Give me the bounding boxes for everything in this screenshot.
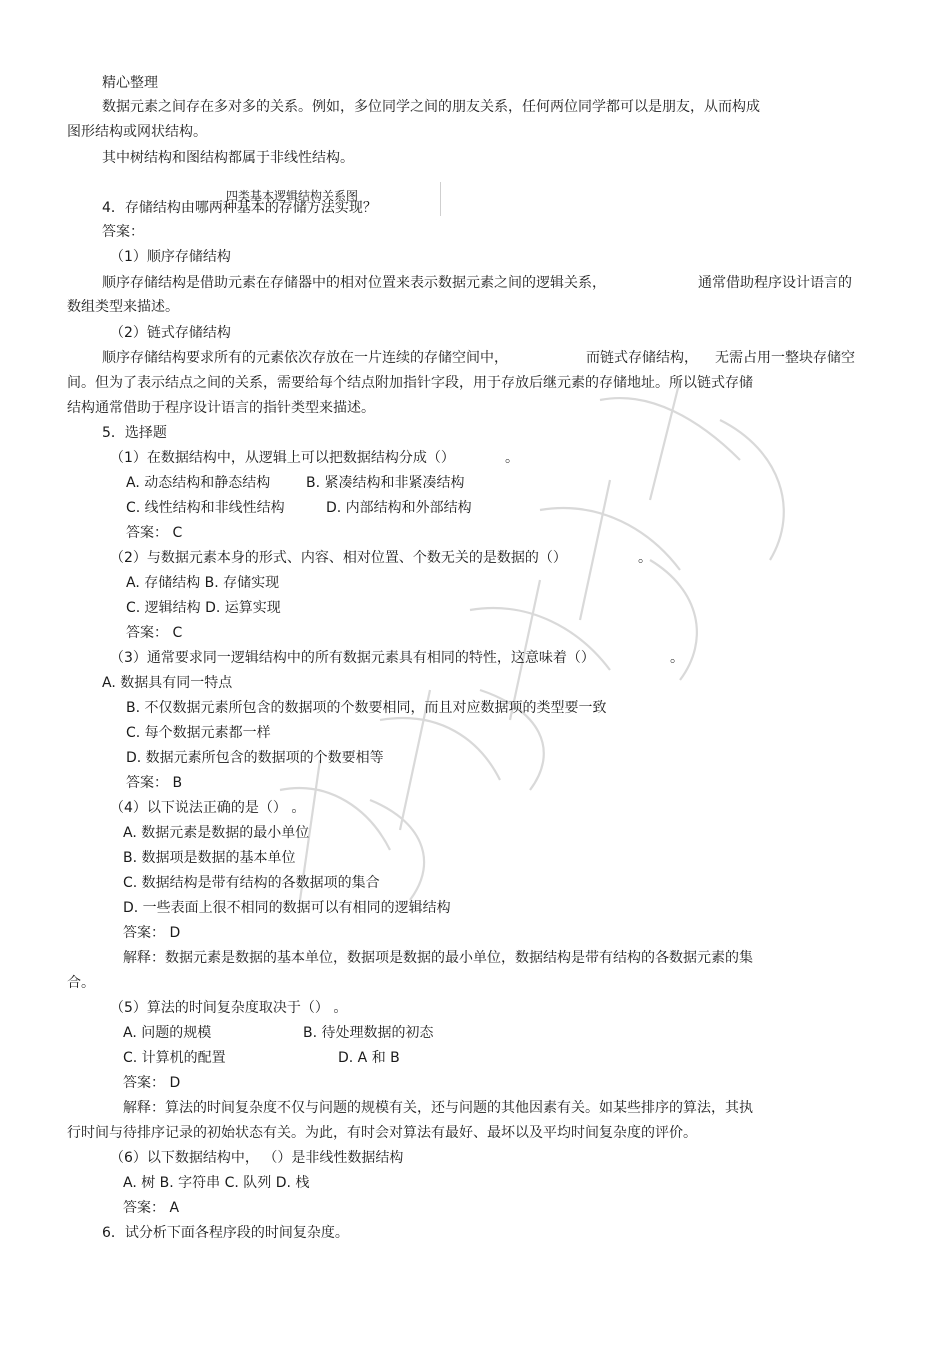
question-text: （5）算法的时间复杂度取决于（） 。 xyxy=(110,1000,348,1016)
explanation-line: 合。 xyxy=(67,975,95,991)
page-header: 精心整理 xyxy=(102,75,158,91)
option-d: D. 数据元素所包含的数据项的个数要相等 xyxy=(126,750,384,766)
explanation-line: 解释：数据元素是数据的基本单位，数据项是数据的最小单位，数据结构是带有结构的各数据元素的集 xyxy=(123,950,753,966)
option-a: A. 问题的规模 xyxy=(123,1025,212,1041)
paragraph-line: 无需占用一整块存储空 xyxy=(715,350,855,366)
paragraph-line: 图形结构或网状结构。 xyxy=(67,124,207,140)
paragraph-line: 而链式存储结构， xyxy=(586,350,698,366)
option-c: C. 计算机的配置 xyxy=(123,1050,226,1066)
answer-line: 答案： A xyxy=(123,1200,180,1216)
answer-label: 答案： xyxy=(102,224,144,240)
question-punct: 。 xyxy=(505,450,519,466)
option-d: D. 内部结构和外部结构 xyxy=(326,500,472,516)
paragraph-line: 数组类型来描述。 xyxy=(67,299,179,315)
question-heading: 5．选择题 xyxy=(102,425,167,441)
paragraph-line: 间。但为了表示结点之间的关系，需要给每个结点附加指针字段，用于存放后继元素的存储地址。所以链式存储 xyxy=(67,375,753,391)
subheading: （2）链式存储结构 xyxy=(110,325,231,341)
answer-line: 答案： C xyxy=(126,525,183,541)
paragraph-line: 结构通常借助于程序设计语言的指针类型来描述。 xyxy=(67,400,375,416)
option-a: A. 数据具有同一特点 xyxy=(102,675,233,691)
paragraph-line: 通常借助程序设计语言的 xyxy=(698,275,852,291)
option-c: C. 数据结构是带有结构的各数据项的集合 xyxy=(123,875,380,891)
question-punct: 。 xyxy=(638,550,652,566)
question-text: （1）在数据结构中，从逻辑上可以把数据结构分成（） xyxy=(110,450,455,466)
answer-line: 答案： D xyxy=(123,925,181,941)
explanation-line: 解释：算法的时间复杂度不仅与问题的规模有关，还与问题的其他因素有关。如某些排序的算法，其执 xyxy=(123,1100,753,1116)
question-heading: 6．试分析下面各程序段的时间复杂度。 xyxy=(102,1225,349,1241)
answer-line: 答案： D xyxy=(123,1075,181,1091)
option-line: A. 树 B. 字符串 C. 队列 D. 栈 xyxy=(123,1175,310,1191)
option-d: D. A 和 B xyxy=(338,1050,400,1066)
option-line: A. 存储结构 B. 存储实现 xyxy=(126,575,280,591)
figure-divider xyxy=(440,182,441,216)
option-a: A. 数据元素是数据的最小单位 xyxy=(123,825,310,841)
question-text: （4）以下说法正确的是（） 。 xyxy=(110,800,306,816)
option-c: C. 每个数据元素都一样 xyxy=(126,725,271,741)
option-b: B. 紧凑结构和非紧凑结构 xyxy=(306,475,465,491)
paragraph-line: 其中树结构和图结构都属于非线性结构。 xyxy=(102,150,354,166)
question-text: （6）以下数据结构中， （）是非线性数据结构 xyxy=(110,1150,404,1166)
option-d: D. 一些表面上很不相同的数据可以有相同的逻辑结构 xyxy=(123,900,451,916)
question-text: （2）与数据元素本身的形式、内容、相对位置、个数无关的是数据的（） xyxy=(110,550,567,566)
answer-line: 答案： C xyxy=(126,625,183,641)
subheading: （1）顺序存储结构 xyxy=(110,249,231,265)
option-b: B. 数据项是数据的基本单位 xyxy=(123,850,296,866)
paragraph-line: 顺序存储结构是借助元素在存储器中的相对位置来表示数据元素之间的逻辑关系， xyxy=(102,275,606,291)
paragraph-line: 数据元素之间存在多对多的关系。例如，多位同学之间的朋友关系，任何两位同学都可以是朋友，从而构成 xyxy=(102,99,760,115)
figure-caption: 四类基本逻辑结构关系图 xyxy=(226,189,359,203)
explanation-line: 行时间与待排序记录的初始状态有关。为此，有时会对算法有最好、最坏以及平均时间复杂度的评价。 xyxy=(67,1125,697,1141)
question-text: （3）通常要求同一逻辑结构中的所有数据元素具有相同的特性，这意味着（） xyxy=(110,650,595,666)
answer-line: 答案： B xyxy=(126,775,183,791)
question-punct: 。 xyxy=(670,650,684,666)
paragraph-line: 顺序存储结构要求所有的元素依次存放在一片连续的存储空间中， xyxy=(102,350,508,366)
option-b: B. 不仅数据元素所包含的数据项的个数要相同，而且对应数据项的类型要一致 xyxy=(126,700,607,716)
option-c: C. 线性结构和非线性结构 xyxy=(126,500,285,516)
question-heading: 4．存储结构由哪两种基本的存储方法实现？ xyxy=(102,200,377,216)
option-line: C. 逻辑结构 D. 运算实现 xyxy=(126,600,281,616)
option-b: B. 待处理数据的初态 xyxy=(303,1025,434,1041)
option-a: A. 动态结构和静态结构 xyxy=(126,475,271,491)
